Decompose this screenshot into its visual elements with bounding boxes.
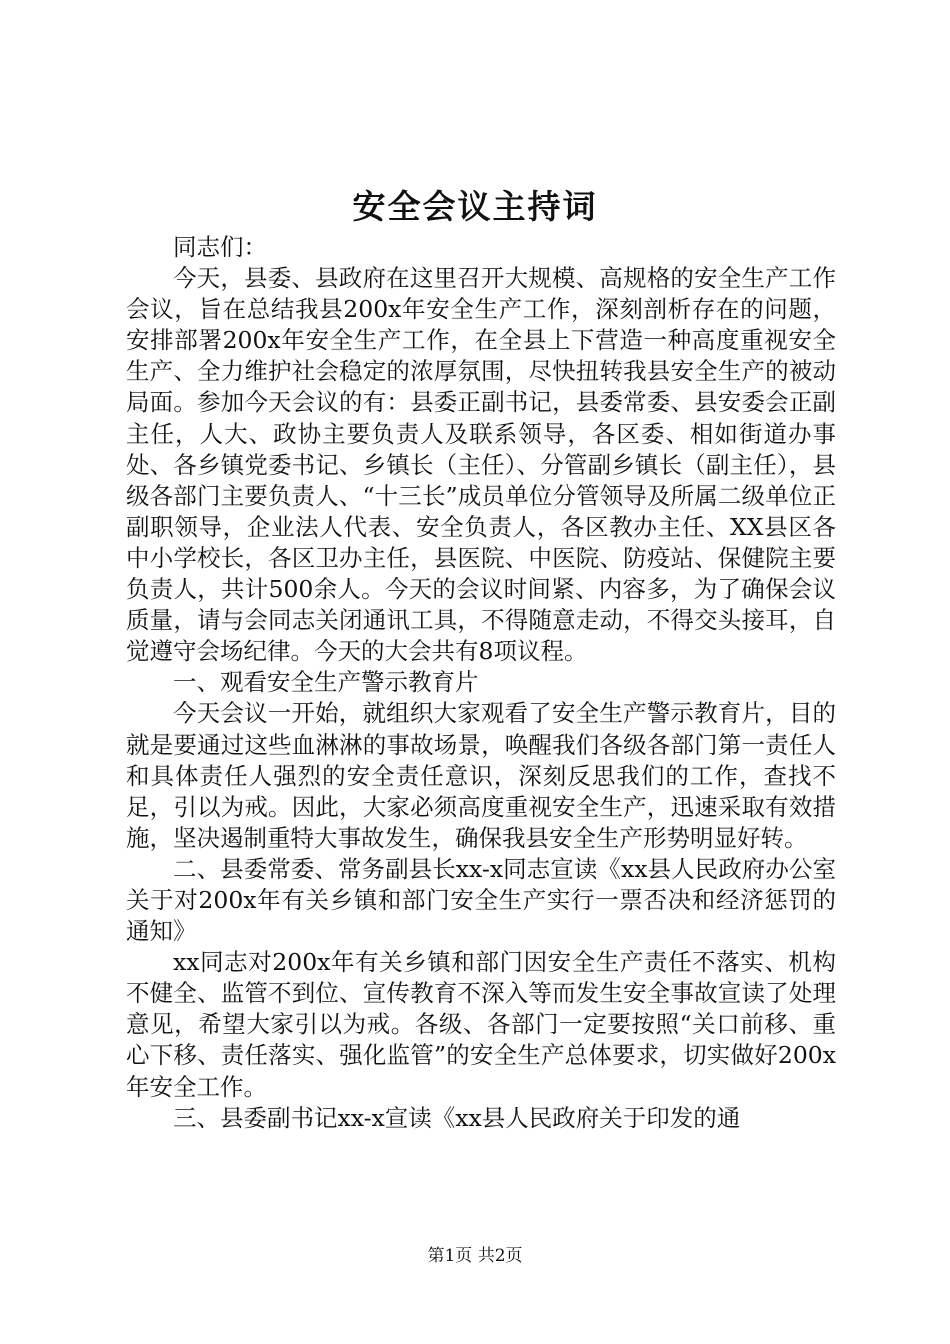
paragraph-agenda-1: 今天会议一开始，就组织大家观看了安全生产警示教育片，目的就是要通过这些血淋淋的事故场景，唤醒我们各级各部门第一责任人和具体责任人强烈的安全责任意识，深刻反思我们的工作，查找不足，引以为戒。因此，大家必须高度重视安全生产，迅速采取有效措施，坚决遏制重特大事故发生，确保我县安全生产形势明显好转。 xyxy=(126,699,836,852)
page-footer: 第1页 共2页 xyxy=(427,1246,523,1266)
document-body xyxy=(126,232,836,1134)
agenda-heading-1: 一、观看安全生产警示教育片 xyxy=(173,668,479,697)
agenda-heading-2: 二、县委常委、常务副县长xx-x同志宣读《xx县人民政府办公室关于对200x年有关乡镇和部门安全生产实行一票否决和经济惩罚的通知》 xyxy=(126,854,836,946)
paragraph-opening: 今天，县委、县政府在这里召开大规模、高规格的安全生产工作会议，旨在总结我县200x年安全生产工作，深刻剖析存在的问题，安排部署200x年安全生产工作，在全县上下营造一种高度重视安全生产、全力维护社会稳定的浓厚氛围，尽快扭转我县安全生产的被动局面。参加今天会议的有：县委正副书记，县委常委、县安委会正副主任，人大、政协主要负责人及联系领导，各区委、相如街道办事处、各乡镇党委书记、乡镇长（主任）、分管副乡镇长（副主任），县级各部门主要负责人、“十三长”成员单位分管领导及所属二级单位正副职领导，企业法人代表、安全负责人，各区教办主任、XX县区各中小学校长，各区卫办主任，县医院、中医院、防疫站、保健院主要负责人，共计500余人。今天的会议时间紧、内容多，为了确保会议质量，请与会同志关闭通讯工具，不得随意走动，不得交头接耳，自觉遵守会场纪律。今天的大会共有8项议程。 xyxy=(126,264,836,666)
paragraph-agenda-2: xx同志对200x年有关乡镇和部门因安全生产责任不落实、机构不健全、监管不到位、宣传教育不深入等而发生安全事故宣读了处理意见，希望大家引以为戒。各级、各部门一定要按照“关口前移、重心下移、责任落实、强化监管”的安全生产总体要求，切实做好200x年安全工作。 xyxy=(126,948,836,1101)
document-title: 安全会议主持词 xyxy=(352,187,598,226)
salutation: 同志们： xyxy=(173,233,267,261)
agenda-heading-3: 三、县委副书记xx-x宣读《xx县人民政府关于印发的通 xyxy=(173,1103,741,1132)
